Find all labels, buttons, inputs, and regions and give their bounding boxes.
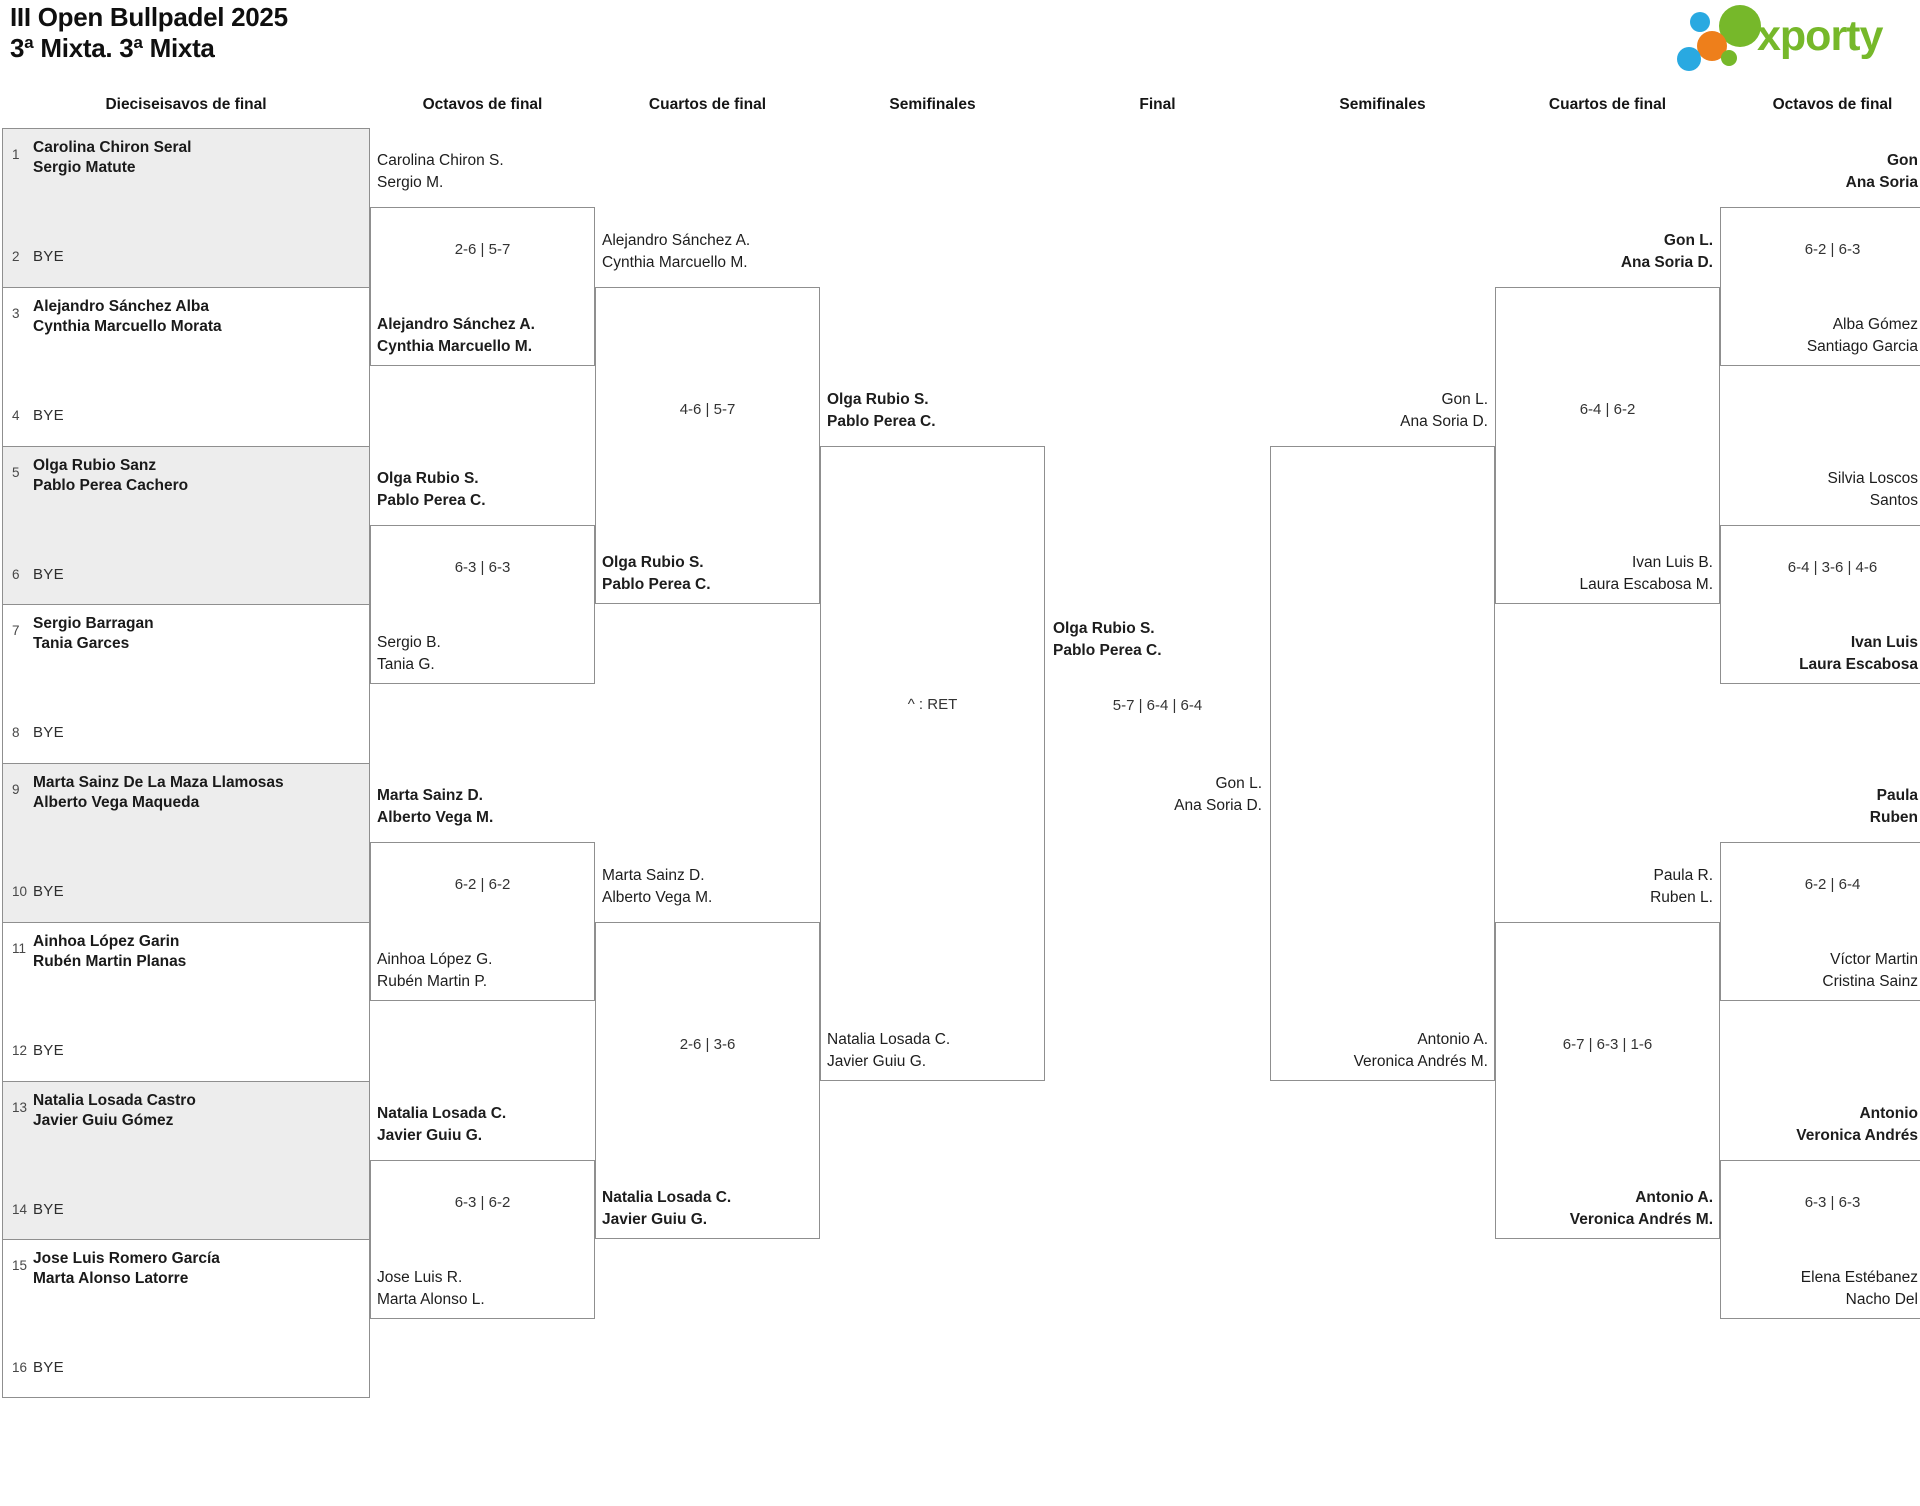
round-header: Semifinales xyxy=(889,96,976,113)
match-score: 4-6 | 5-7 xyxy=(679,400,736,418)
team2-name[interactable]: Natalia Losada C. xyxy=(602,1189,732,1207)
bye-label: BYE xyxy=(33,565,64,583)
round-header: Dieciseisavos de final xyxy=(105,96,267,113)
match-score: 2-6 | 3-6 xyxy=(679,1035,736,1053)
match-score: 6-2 | 6-2 xyxy=(454,876,511,894)
r32-match-box xyxy=(2,763,370,922)
logo-text: xporty xyxy=(1757,12,1883,60)
team2-name[interactable]: Natalia Losada C. xyxy=(827,1030,951,1048)
team1-name[interactable]: Olga Rubio S. xyxy=(827,390,929,408)
final-team2-name[interactable]: Ana Soria D. xyxy=(1174,797,1262,814)
team2-name[interactable]: Ivan Luis xyxy=(1850,633,1918,651)
team1-name[interactable]: Javier Guiu G. xyxy=(377,1126,483,1144)
team2-name[interactable]: Santiago Garcia xyxy=(1806,338,1918,356)
team-name[interactable]: Rubén Martin Planas xyxy=(33,952,187,970)
round-header: Octavos de final xyxy=(422,96,543,113)
seed-number: 4 xyxy=(12,407,20,423)
bye-label: BYE xyxy=(33,883,64,900)
seed-number: 10 xyxy=(12,884,28,899)
team1-name[interactable]: Santos xyxy=(1869,491,1918,509)
match-score: 6-3 | 6-3 xyxy=(1804,1193,1861,1211)
team1-name[interactable]: Silvia Loscos xyxy=(1827,469,1918,487)
semi-match-box xyxy=(1270,446,1495,1081)
r32-match-box xyxy=(2,604,370,763)
team1-name[interactable]: Gon L. xyxy=(1441,390,1488,408)
team2-name[interactable]: Cristina Sainz xyxy=(1822,973,1918,991)
team2-name[interactable]: Víctor Martin xyxy=(1830,951,1918,969)
team1-name[interactable]: Alejandro Sánchez A. xyxy=(602,231,751,249)
match-score: ^ : RET xyxy=(907,695,958,713)
r32-match-box xyxy=(2,1081,370,1240)
seed-number: 9 xyxy=(12,782,20,797)
team-name[interactable]: Ainhoa López Garin xyxy=(33,932,180,950)
team1-name[interactable]: Ana Soria xyxy=(1845,174,1918,192)
semi-match-box xyxy=(820,446,1045,1081)
team2-name[interactable]: Elena Estébanez xyxy=(1800,1268,1918,1286)
team2-name[interactable]: Javier Guiu G. xyxy=(827,1052,927,1070)
match-score: 6-7 | 6-3 | 1-6 xyxy=(1562,1035,1653,1053)
team1-name[interactable]: Marta Sainz D. xyxy=(377,787,483,805)
logo-green-dot-small xyxy=(1721,50,1737,66)
team-name[interactable]: Alberto Vega Maqueda xyxy=(33,794,200,811)
match-score: 6-3 | 6-2 xyxy=(454,1193,511,1211)
team-name[interactable]: Jose Luis Romero García xyxy=(33,1250,220,1268)
team2-name[interactable]: Ainhoa López G. xyxy=(377,951,493,969)
team1-name[interactable]: Olga Rubio S. xyxy=(377,469,479,487)
logo-blue-dot-medium xyxy=(1677,47,1701,71)
team2-name[interactable]: Ivan Luis B. xyxy=(1632,554,1713,572)
seed-number: 16 xyxy=(12,1360,28,1376)
team-name[interactable]: Cynthia Marcuello Morata xyxy=(33,317,222,335)
team1-name[interactable]: Gon L. xyxy=(1663,231,1713,249)
team-name[interactable]: Marta Alonso Latorre xyxy=(33,1270,189,1288)
team2-name[interactable]: Antonio A. xyxy=(1635,1189,1713,1207)
seed-number: 15 xyxy=(12,1258,28,1274)
team1-name[interactable]: Alberto Vega M. xyxy=(602,888,713,906)
team1-name[interactable]: Ana Soria D. xyxy=(1620,253,1713,271)
round-header: Cuartos de final xyxy=(1548,96,1667,113)
team-name[interactable]: Tania Garces xyxy=(33,635,130,653)
logo-blue-dot-small xyxy=(1690,12,1710,32)
final-match-score: 5-7 | 6-4 | 6-4 xyxy=(1112,697,1203,714)
team-name[interactable]: Alejandro Sánchez Alba xyxy=(33,297,209,315)
match-score: 6-2 | 6-4 xyxy=(1804,876,1861,894)
team2-name[interactable]: Cynthia Marcuello M. xyxy=(377,338,533,356)
team1-name[interactable]: Ruben xyxy=(1869,809,1918,827)
team1-name[interactable]: Antonio xyxy=(1859,1104,1918,1122)
team2-name[interactable]: Veronica Andrés M. xyxy=(1569,1211,1713,1229)
seed-number: 13 xyxy=(12,1099,28,1115)
team2-name[interactable]: Veronica Andrés M. xyxy=(1353,1052,1488,1070)
team1-name[interactable]: Paula xyxy=(1876,787,1918,805)
team-name[interactable]: Pablo Perea Cachero xyxy=(33,476,189,494)
team2-name[interactable]: Rubén Martin P. xyxy=(377,973,487,991)
team1-name[interactable]: Pablo Perea C. xyxy=(827,412,936,430)
seed-number: 1 xyxy=(12,147,20,162)
category-subtitle: 3ª Mixta. 3ª Mixta xyxy=(10,33,215,63)
r32-match-box xyxy=(2,446,370,605)
team-name[interactable]: Olga Rubio Sanz xyxy=(33,456,157,474)
team-name[interactable]: Marta Sainz De La Maza Llamosas xyxy=(33,774,284,791)
team-name[interactable]: Sergio Matute xyxy=(33,159,136,176)
team1-name[interactable]: Alberto Vega M. xyxy=(377,809,494,827)
team1-name[interactable]: Marta Sainz D. xyxy=(602,866,705,884)
team2-name[interactable]: Javier Guiu G. xyxy=(602,1211,708,1229)
team1-name[interactable]: Carolina Chiron S. xyxy=(377,152,504,170)
team-name[interactable]: Carolina Chiron Seral xyxy=(33,139,192,156)
round-header: Semifinales xyxy=(1339,96,1426,113)
seed-number: 7 xyxy=(12,623,20,639)
page-title xyxy=(10,2,288,64)
bye-label: BYE xyxy=(33,724,64,742)
team2-name[interactable]: Tania G. xyxy=(377,655,435,673)
seed-number: 5 xyxy=(12,464,20,480)
r32-match-box xyxy=(2,922,370,1081)
team2-name[interactable]: Alba Gómez xyxy=(1832,316,1918,334)
seed-number: 6 xyxy=(12,566,20,582)
seed-number: 3 xyxy=(12,305,20,321)
team1-name[interactable]: Paula R. xyxy=(1653,866,1713,884)
team1-name[interactable]: Ruben L. xyxy=(1650,888,1713,906)
team1-name[interactable]: Veronica Andrés xyxy=(1796,1126,1918,1144)
seed-number: 11 xyxy=(12,940,27,956)
final-team1-name[interactable]: Pablo Perea C. xyxy=(1053,642,1162,659)
team1-name[interactable]: Pablo Perea C. xyxy=(377,491,486,509)
r32-match-box xyxy=(2,128,370,287)
match-score: 6-4 | 6-2 xyxy=(1579,400,1636,418)
team-name[interactable]: Sergio Barragan xyxy=(33,615,154,633)
match-score: 6-3 | 6-3 xyxy=(454,558,511,576)
team2-name[interactable]: Laura Escabosa xyxy=(1799,655,1918,673)
team2-name[interactable]: Olga Rubio S. xyxy=(602,554,704,572)
team2-name[interactable]: Nacho Del xyxy=(1845,1290,1918,1308)
bye-label: BYE xyxy=(33,406,64,424)
final-team2-name[interactable]: Gon L. xyxy=(1215,775,1262,792)
seed-number: 12 xyxy=(12,1042,28,1058)
match-score: 2-6 | 5-7 xyxy=(454,241,511,259)
round-header: Cuartos de final xyxy=(648,96,767,113)
team2-name[interactable]: Alejandro Sánchez A. xyxy=(377,316,535,334)
team2-name[interactable]: Jose Luis R. xyxy=(377,1268,463,1286)
bye-label: BYE xyxy=(33,1359,64,1377)
team2-name[interactable]: Antonio A. xyxy=(1417,1030,1488,1048)
seed-number: 8 xyxy=(12,725,20,741)
team1-name[interactable]: Natalia Losada C. xyxy=(377,1104,507,1122)
match-score: 6-2 | 6-3 xyxy=(1804,241,1861,259)
r32-match-box xyxy=(2,1239,370,1398)
team1-name[interactable]: Ana Soria D. xyxy=(1400,412,1488,430)
round-header: Octavos de final xyxy=(1772,96,1893,113)
final-team1-name[interactable]: Olga Rubio S. xyxy=(1053,620,1155,637)
bye-label: BYE xyxy=(33,248,64,265)
match-score: 6-4 | 3-6 | 4-6 xyxy=(1787,558,1878,576)
team2-name[interactable]: Pablo Perea C. xyxy=(602,576,711,594)
bye-label: BYE xyxy=(33,1041,64,1059)
round-header: Final xyxy=(1139,96,1176,113)
team2-name[interactable]: Marta Alonso L. xyxy=(377,1290,485,1308)
team-name[interactable]: Javier Guiu Gómez xyxy=(33,1111,174,1129)
team2-name[interactable]: Sergio B. xyxy=(377,633,441,651)
team1-name[interactable]: Cynthia Marcuello M. xyxy=(602,253,748,271)
bye-label: BYE xyxy=(33,1200,64,1218)
r32-match-box xyxy=(2,287,370,446)
team1-name[interactable]: Sergio M. xyxy=(377,174,444,192)
team2-name[interactable]: Laura Escabosa M. xyxy=(1579,576,1713,594)
seed-number: 14 xyxy=(12,1201,28,1217)
team-name[interactable]: Natalia Losada Castro xyxy=(33,1091,196,1109)
team1-name[interactable]: Gon xyxy=(1887,152,1918,170)
seed-number: 2 xyxy=(12,249,20,264)
tournament-title: III Open Bullpadel 2025 xyxy=(10,2,288,32)
